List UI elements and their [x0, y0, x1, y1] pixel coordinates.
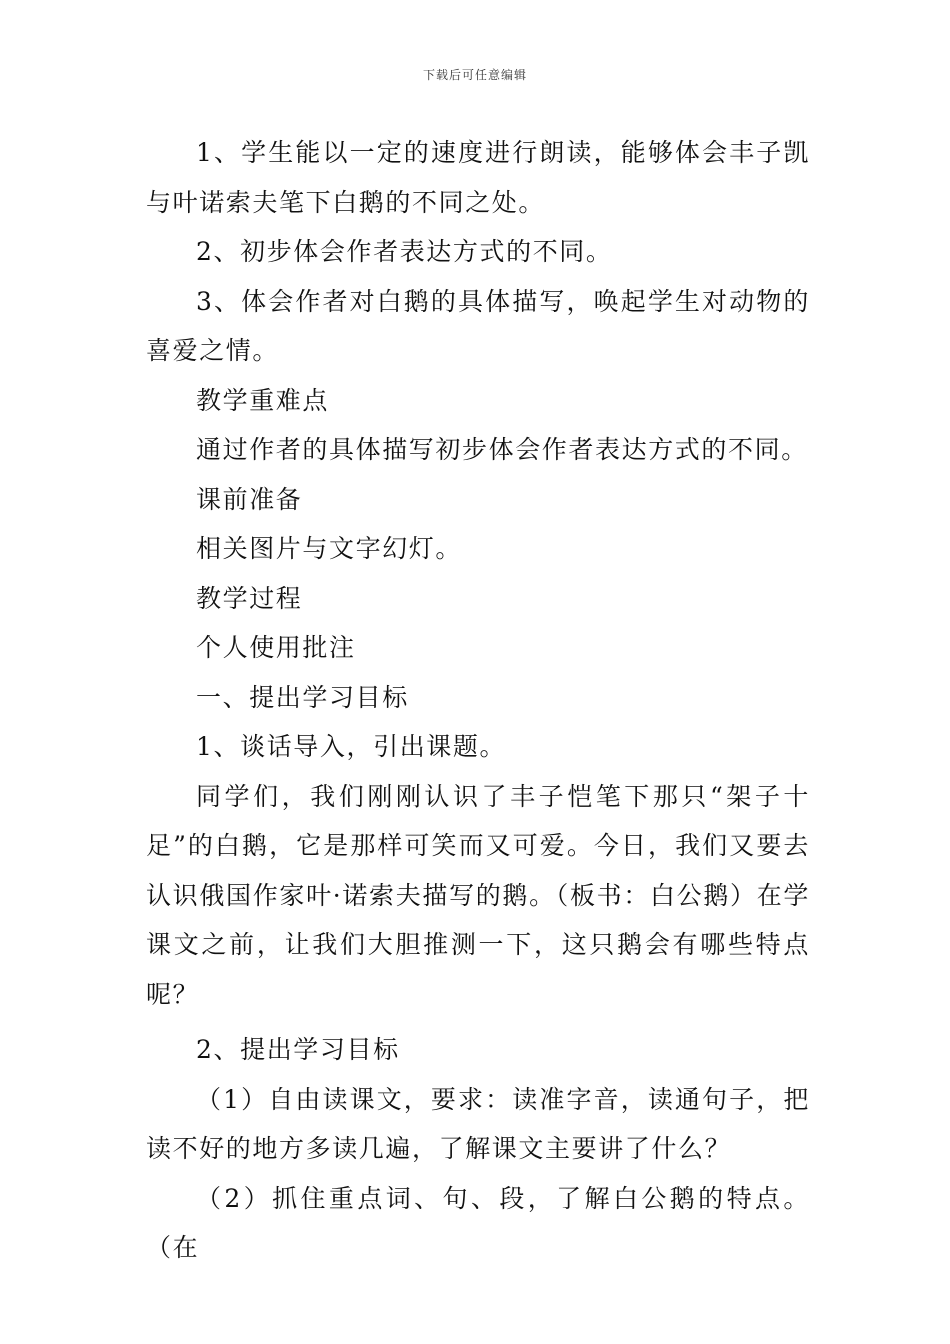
- goal-1: （1）自由读课文，要求：读准字音，读通句子，把读不好的地方多读几遍，了解课文主要讲了什么？: [146, 1084, 810, 1163]
- preparation-text: 相关图片与文字幻灯。: [196, 534, 463, 563]
- section-heading-preparation: 课前准备: [196, 484, 303, 514]
- objective-3: 3、体会作者对白鹅的具体描写，唤起学生对动物的喜爱之情。: [146, 286, 810, 365]
- objective-1: 1、学生能以一定的速度进行朗读，能够体会丰子凯与叶诺索夫笔下白鹅的不同之处。: [146, 138, 810, 217]
- step-one-item-1: 1、谈话导入，引出课题。: [196, 732, 507, 761]
- page-header-note: 下载后可任意编辑: [422, 68, 527, 82]
- document-body: [146, 128, 810, 1273]
- step-one-item-2: 2、提出学习目标: [196, 1035, 400, 1064]
- goal-2: （2）抓住重点词、句、段，了解白公鹅的特点。（在: [146, 1183, 810, 1262]
- objective-2: 2、初步体会作者表达方式的不同。: [196, 237, 613, 266]
- annotation-label: 个人使用批注: [196, 633, 356, 662]
- key-points-text: 通过作者的具体描写初步体会作者表达方式的不同。: [196, 435, 808, 464]
- intro-paragraph: 同学们，我们刚刚认识了丰子恺笔下那只“架子十足”的白鹅，它是那样可笑而又可爱。今日，我们又要去认识俄国作家叶·诺索夫描写的鹅。（板书：白公鹅）在学课文之前，让我们大胆推测一下，这只鹅会有哪些特点呢？: [146, 781, 810, 1009]
- step-one-heading: 一、提出学习目标: [196, 682, 409, 712]
- section-heading-key-points: 教学重难点: [196, 385, 330, 415]
- section-heading-process: 教学过程: [196, 583, 303, 613]
